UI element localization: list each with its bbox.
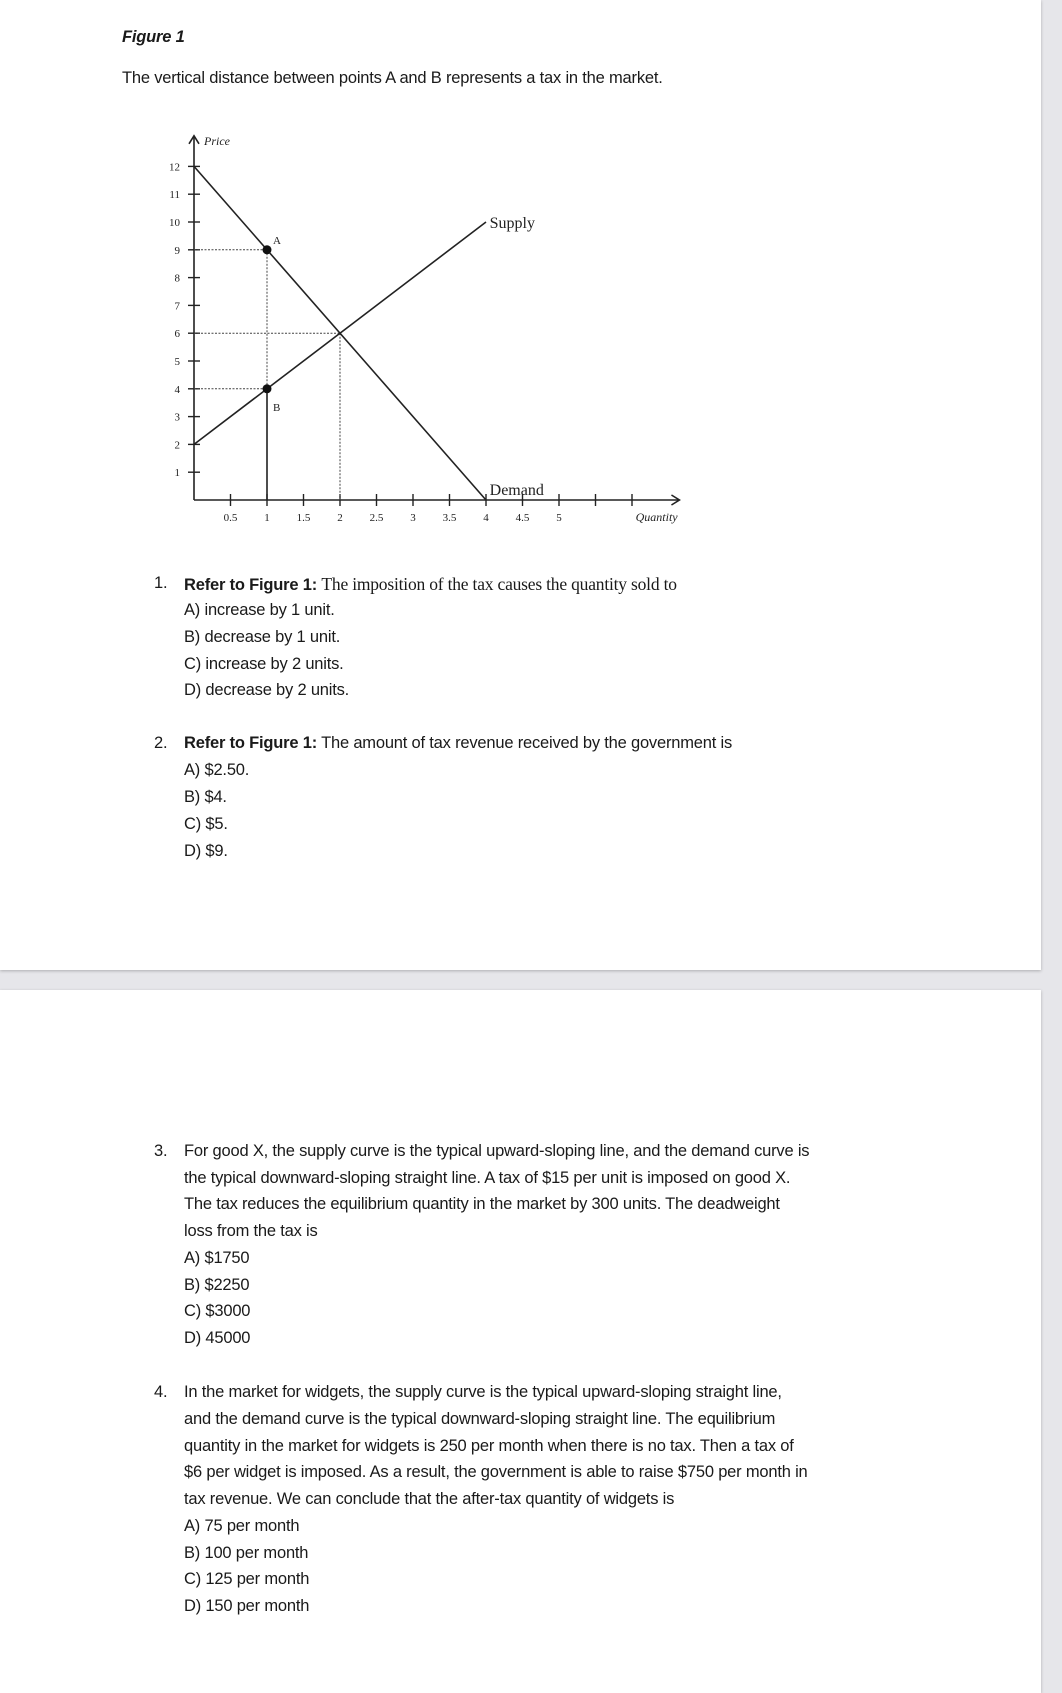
y-tick-label: 6 [174, 328, 180, 341]
x-tick-label: 1.5 [296, 512, 311, 524]
q4-line-2: and the demand curve is the typical downward-sloping straight line. The equilibrium [184, 1410, 776, 1428]
q2-option-c: C) $5. [184, 815, 228, 833]
q4-option-b: B) 100 per month [184, 1544, 309, 1562]
y-axis-label: Price [204, 133, 230, 148]
q3-line-2: the typical downward-sloping straight line. A tax of $15 per unit is imposed on good X. [184, 1169, 791, 1187]
q1-lead: Refer to Figure 1: [184, 576, 318, 594]
supply-label: Supply [489, 215, 535, 232]
q3-option-c: C) $3000 [184, 1302, 251, 1320]
y-tick-label: 10 [169, 217, 180, 229]
y-tick-label: 2 [174, 439, 180, 452]
q1-option-d: D) decrease by 2 units. [184, 681, 350, 699]
x-axis-label: Quantity [635, 510, 678, 524]
x-tick-label: 2 [337, 512, 343, 524]
y-tick-label: 8 [174, 272, 180, 285]
q1-option-c: C) increase by 2 units. [184, 655, 344, 673]
q3-option-d: D) 45000 [184, 1329, 251, 1347]
x-tick-label: 1 [264, 512, 270, 524]
y-tick-label: 3 [174, 411, 180, 424]
x-tick-label: 3 [410, 512, 416, 524]
point-label-a: A [273, 234, 281, 247]
y-tick-label: 4 [174, 383, 180, 396]
x-tick-label: 4 [483, 512, 489, 524]
q4-number: 4. [154, 1383, 168, 1401]
point-b [263, 384, 272, 393]
q4-option-a: A) 75 per month [184, 1517, 300, 1535]
q1-option-b: B) decrease by 1 unit. [184, 628, 341, 646]
q1-option-a: A) increase by 1 unit. [184, 601, 335, 619]
q2-option-b: B) $4. [184, 788, 227, 806]
point-a [263, 245, 272, 254]
q2-option-d: D) $9. [184, 842, 228, 860]
x-tick-label: 2.5 [369, 512, 384, 524]
q3-line-1: For good X, the supply curve is the typical upward-sloping line, and the demand curve is [184, 1142, 810, 1160]
y-tick-label: 7 [174, 300, 180, 313]
x-tick-label: 0.5 [223, 512, 238, 524]
page-2 [0, 990, 1041, 1693]
x-tick-label: 4.5 [515, 512, 530, 524]
q1-text: The imposition of the tax causes the quantity sold to [321, 574, 677, 594]
y-tick-label: 12 [169, 161, 180, 174]
x-tick-label: 3.5 [442, 512, 457, 524]
q4-option-d: D) 150 per month [184, 1597, 310, 1615]
figure-caption: The vertical distance between points A and B represents a tax in the market. [122, 69, 663, 87]
q4-option-c: C) 125 per month [184, 1570, 310, 1588]
demand-label: Demand [489, 482, 544, 499]
point-label-b: B [273, 401, 281, 414]
y-tick-label: 11 [169, 189, 180, 202]
y-tick-label: 9 [174, 244, 180, 257]
x-tick-label: 5 [556, 512, 562, 524]
q4-line-3: quantity in the market for widgets is 250 per month when there is no tax. Then a tax of [184, 1437, 794, 1455]
q3-line-3: The tax reduces the equilibrium quantity in the market by 300 units. The deadweight [184, 1195, 780, 1213]
y-tick-label: 1 [174, 467, 180, 480]
figure-title: Figure 1 [122, 28, 185, 46]
q4-line-1: In the market for widgets, the supply curve is the typical upward-sloping straight line, [184, 1383, 782, 1401]
q2-option-a: A) $2.50. [184, 761, 250, 779]
q3-option-a: A) $1750 [184, 1249, 250, 1267]
q3-line-4: loss from the tax is [184, 1222, 318, 1240]
y-tick-label: 5 [174, 356, 180, 368]
q1-number: 1. [154, 574, 168, 592]
q4-line-4: $6 per widget is imposed. As a result, the government is able to raise $750 per month in [184, 1463, 808, 1481]
q2-lead: Refer to Figure 1: [184, 734, 318, 752]
q3-number: 3. [154, 1142, 168, 1160]
q3-option-b: B) $2250 [184, 1276, 250, 1294]
q4-line-5: tax revenue. We can conclude that the after-tax quantity of widgets is [184, 1490, 675, 1508]
q2-number: 2. [154, 734, 168, 752]
supply-demand-chart [140, 125, 860, 525]
q2-text: The amount of tax revenue received by the government is [321, 734, 733, 752]
